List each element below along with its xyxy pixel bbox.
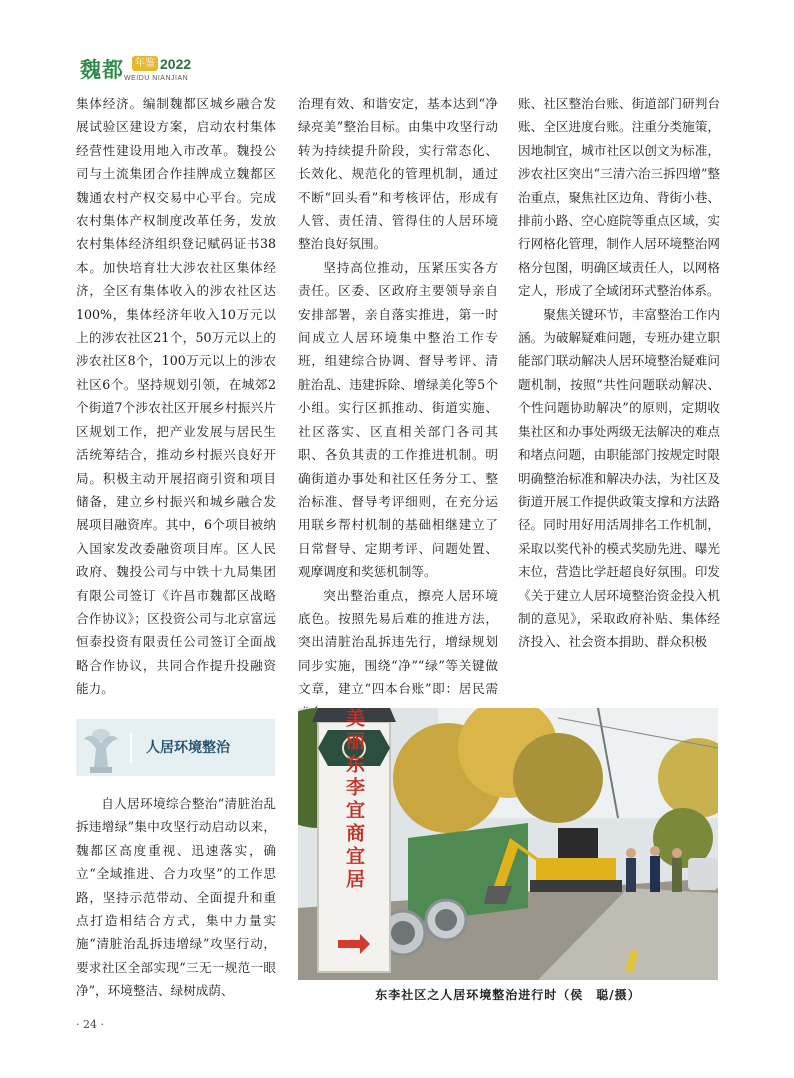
street-renovation-photo [298,708,718,980]
paragraph: 账、社区整治台账、街道部门研判台账、全区进度台账。注重分类施策，因地制宜，城市社区以创文为标准，涉农社区突出“三清六治三拆四增”整治重点，聚焦社区边角、背街小巷、排前小路、空心庭院等重点区域，实行网格化管理，制作人居环境整治网格分包图，明确区域责任人，以网格定人，形成了全域闭环式整治体系。 [518,96,720,299]
paragraph: 突出整治重点，擦亮人居环境底色。按照先易后难的推进方法，突出清脏治乱拆违先行，增绿规划同步实施，围绕“净”“绿”等关键做文章，建立“四本台账”即：居民需 [298,587,498,697]
section-heading [76,719,275,776]
paragraph: 聚焦关键环节，丰富整治工作内涵。为破解疑难问题，专班办建立职能部门联动解决人居环境整治疑难问题机制，按照“共性问题联动解决、个性问题协助解决”的原则，定期收集社区和办事处两级无法解决的难点和堵点问题，由职能部门按规定时限明确整治标准和解决办法，为社区及街道开展工作提供政策支撑和方法路径。同时用好用活周排名工作机制，采取以奖代补的模式奖励先进、曝光末位，营造比学赶超良好氛围。印发《关于建立人居环境整治资金投入机制的意见》，采取政府补贴、集体经济投入、社会资本捐助、群众积极 [518,306,720,650]
section-title: 人居环境整治 [146,740,230,756]
paragraph: 自人居环境综合整治“清脏治乱拆违增绿”集中攻坚行动启动以来，魏都区高度重视、迅速落实，确立“全域推进、合力攻坚”的工作思路，坚持示范带动、全面提升和重点打造相结合方式，集中力量实施“清脏治乱拆违增绿”攻坚行动，要求社区全部实现“三无一规范一眼净”，环境整洁、绿树成荫、 [76,796,276,999]
photo-illustration [298,708,718,980]
page-number: · 24 · [76,1018,104,1031]
statue-icon [78,721,124,774]
paragraph: 集体经济。编制魏都区城乡融合发展试验区建设方案，启动农村集体经营性建设用地入市改革。魏投公司与土流集团合作挂牌成立魏都区魏通农村产权交易中心平台。完成农村集体产权制度改革任务，发放农村集体经济组织登记赋码证书38本。加快培育壮大涉农社区集体经济，全区有集体收入的涉农社区达100%，集体经济年收入10万元以上的涉农社区21个，50万元以上的涉农社区8个，100万元以上的涉农社区6个。坚持规划引领，在城郊2个街道7个涉农社区开展乡村振兴片区规划工作，把产业发展与居民生活统筹结合，推动乡村振兴良好开局。积极主动开展招商引资和项目储备，建立乡村振兴和城乡融合发展项目融资库。其中，6个项目被纳入国家发改委融资项目库。区人民政府、魏投公司与中铁十九局集团有限公司签订《许昌市魏都区战略合作协议》；区投资公司与北京富远恒泰投资有限责任公司签订全面战略合作协议，共同合作提升投融资能力。 [76,96,276,697]
text-column-1 [76,92,276,701]
text-column-3 [518,92,720,654]
sign-text: 美丽东李宜商宜居 [343,708,365,892]
photo-caption: 东李社区之人居环境整治进行时（侯 聪/摄） [375,988,641,1002]
paragraph: 坚持高位推动，压紧压实各方责任。区委、区政府主要领导亲自安排部署，亲自落实推进，第一时间成立人居环境集中整治工作专班，组建综合协调、督导考评、清脏治乱、违建拆除、增绿美化等5个小组。实行区抓推动、街道实施、社区落实、区直相关部门各司其职、各负其责的工作推进机制。明确街道办事处和社区任务分工、整治标准、督导考评细则，在充分运用联乡帮村机制的基础相继建立了日常督导、定期考评、问题处置、观摩调度和奖惩机制等。 [298,259,498,580]
yearbook-badge: 年鉴 [132,56,158,71]
text-column-1-lower [76,792,276,1003]
paragraph: 治理有效、和谐安定，基本达到“净绿亮美”整治目标。由集中攻坚行动转为持续提升阶段，实行常态化、长效化、规范化的管理机制，通过不断“回头看”和考核评估，形成有人管、责任清、管得住的人居环境整治良好氛围。 [298,96,498,252]
text-column-2 [298,92,498,724]
yearbook-year: 2022 [160,56,192,72]
yearbook-subtitle: WEIDU NIANJIAN [124,75,189,82]
yearbook-title: 魏都 [80,57,124,82]
heading-divider [130,733,132,763]
